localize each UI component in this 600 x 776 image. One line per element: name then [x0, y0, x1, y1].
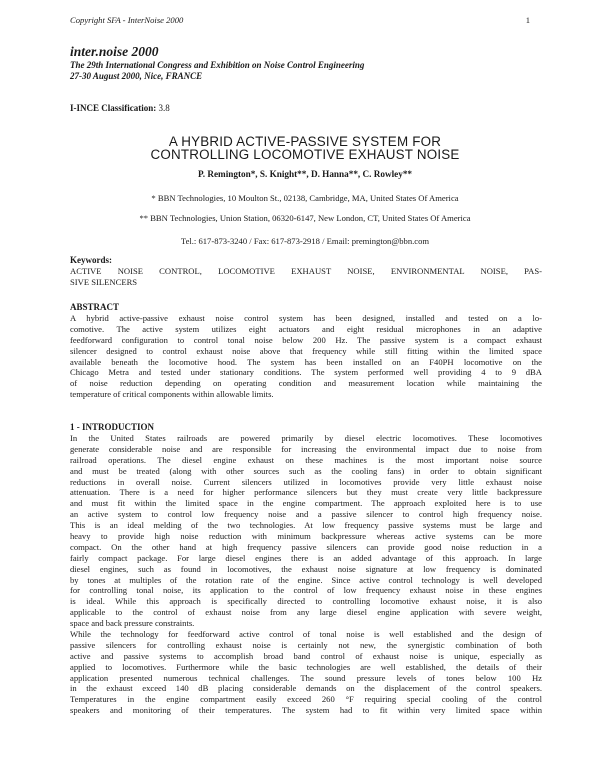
text-line: A hybrid active-passive exhaust noise control system has been designed, installed and tested on a lo- — [70, 313, 542, 323]
keywords-heading: Keywords: — [70, 255, 112, 265]
title-line-2: CONTROLLING LOCOMOTIVE EXHAUST NOISE — [150, 147, 460, 162]
text-line: active and passive systems to accomplish broad band control of exhaust noise is unique, especially as — [70, 650, 542, 661]
text-line: While the technology for feedforward active control of tonal noise is well established and the design of — [70, 629, 542, 640]
keywords-line: ACTIVE NOISE CONTROL, LOCOMOTIVE EXHAUST NOISE, ENVIRONMENTAL NOISE, PAS- — [70, 266, 542, 276]
text-line: Temperatures in the engine compartment easily exceed 260 °F requiring special cooling of the control — [70, 694, 542, 705]
text-line: silencer designed to control exhaust noise above that frequency while still fitting within the limited space — [70, 345, 542, 356]
classification-value: 3.8 — [158, 103, 170, 113]
authors: P. Remington*, S. Knight**, D. Hanna**, C. Rowley** — [197, 169, 413, 179]
text-line: feedforward configuration to control tonal noise below 200 Hz. The passive system is a compact exhaust — [70, 334, 542, 345]
copyright-notice: Copyright SFA - InterNoise 2000 — [70, 15, 184, 25]
text-line: and must be treated (along with other sources such as the cooling fans) in order to obtain significant — [70, 465, 542, 476]
text-line: an active system to control low frequency noise and a passive silencer to control high frequency noise. — [70, 509, 542, 520]
text-line: temperature of critical components within allowable limits. — [70, 389, 274, 400]
text-line: railroad operations. The diesel engine exhaust on these machines is the most important noise source — [70, 454, 542, 465]
introduction-body — [70, 433, 542, 716]
abstract-heading: ABSTRACT — [70, 302, 120, 312]
text-line: attenuation. There is a need for higher performance silencers but they must create very little backpressure — [70, 487, 542, 498]
text-line: heavy to provide high noise reduction with minimum backpressure whereas active systems can be more — [70, 531, 542, 542]
affiliation-2: ** BBN Technologies, Union Station, 06320-6147, New London, CT, United States Of America — [139, 213, 471, 223]
text-line: speakers and monitoring of their temperatures. The system had to fit within very limited space within — [70, 705, 542, 716]
conference-name: inter.noise 2000 — [70, 44, 159, 59]
text-line: comotive. The active system utilizes eight actuators and eight residual microphones in an adaptive — [70, 323, 542, 334]
contact-info: Tel.: 617-873-3240 / Fax: 617-873-2918 / Email: premington@bbn.com — [180, 236, 430, 246]
keywords-line: SIVE SILENCERS — [70, 276, 138, 287]
classification-label: I-INCE Classification: — [70, 103, 157, 113]
text-line: passive silencers for controlling exhaust noise is certainly not new, the synergistic combination of both — [70, 639, 542, 650]
text-line: available beneath the locomotive hood. The system has been installed on an F40PH locomotive on the — [70, 356, 542, 367]
text-line: space and back pressure constraints. — [70, 618, 195, 629]
conference-description: The 29th International Congress and Exhibition on Noise Control Engineering — [70, 60, 365, 70]
page-header — [70, 15, 530, 25]
text-line: by tones at multiples of the rotation rate of the engine. Since active control technology is well developed — [70, 574, 542, 585]
text-line: reductions in overall noise. Current silencers utilized in locomotives provide very little exhaust noise — [70, 476, 542, 487]
text-line: In the United States railroads are powered primarily by diesel electric locomotives. These locomotives — [70, 433, 542, 443]
introduction-heading: 1 - INTRODUCTION — [70, 422, 155, 432]
text-line: fairly compact package. For large diesel engines there is an added advantage of this approach. In large — [70, 552, 542, 563]
affiliation-1: * BBN Technologies, 10 Moulton St., 02138, Cambridge, MA, United States Of America — [151, 193, 459, 203]
text-line: is ideal. While this approach is specifically directed to controlling locomotive exhaust noise, it is also — [70, 596, 542, 607]
keywords — [70, 266, 542, 288]
text-line: applicable to the control of exhaust noise from any large diesel engine application with severe weight, — [70, 607, 542, 618]
text-line: for controlling tonal noise, its application to the control of low frequency exhaust noise in these engines — [70, 585, 542, 596]
abstract-body — [70, 313, 542, 400]
text-line: and must fit within the limited space in the engine compartment. The approach exploited here is to use — [70, 498, 542, 509]
classification — [70, 103, 170, 113]
title-line-1: A HYBRID ACTIVE-PASSIVE SYSTEM FOR — [168, 134, 442, 149]
text-line: in the exhaust exceed 140 dB placing considerable demands on the displacement of the control speakers. — [70, 683, 542, 694]
text-line: applied to locomotives. Furthermore while the basic technologies are well established, the details of their — [70, 661, 542, 672]
page-number: 1 — [525, 15, 530, 25]
text-line: diesel engines, such as found in locomotives, the exhaust noise signature at low frequency is dominated — [70, 563, 542, 574]
conference-date-location: 27-30 August 2000, Nice, FRANCE — [70, 71, 203, 81]
conference-block — [70, 44, 540, 82]
text-line: compact. On the other hand at high frequency passive silencers can provide good noise reduction in a — [70, 541, 542, 552]
text-line: generate considerable noise and are responsible for increasing the environmental impact due to noise from — [70, 443, 542, 454]
text-line: application presented numerous technical challenges. The sound pressure levels of tones below 100 Hz — [70, 672, 542, 683]
text-line: of noise reduction depending on operating condition and measurement location while maintaining the — [70, 378, 542, 389]
paper-title — [70, 135, 540, 161]
text-line: This is an ideal melding of the two technologies. At low frequency passive systems must be large and — [70, 520, 542, 531]
text-line: Chicago Metra and tested under stationary conditions. The system performed well providing 4 to 9 dBA — [70, 367, 542, 378]
